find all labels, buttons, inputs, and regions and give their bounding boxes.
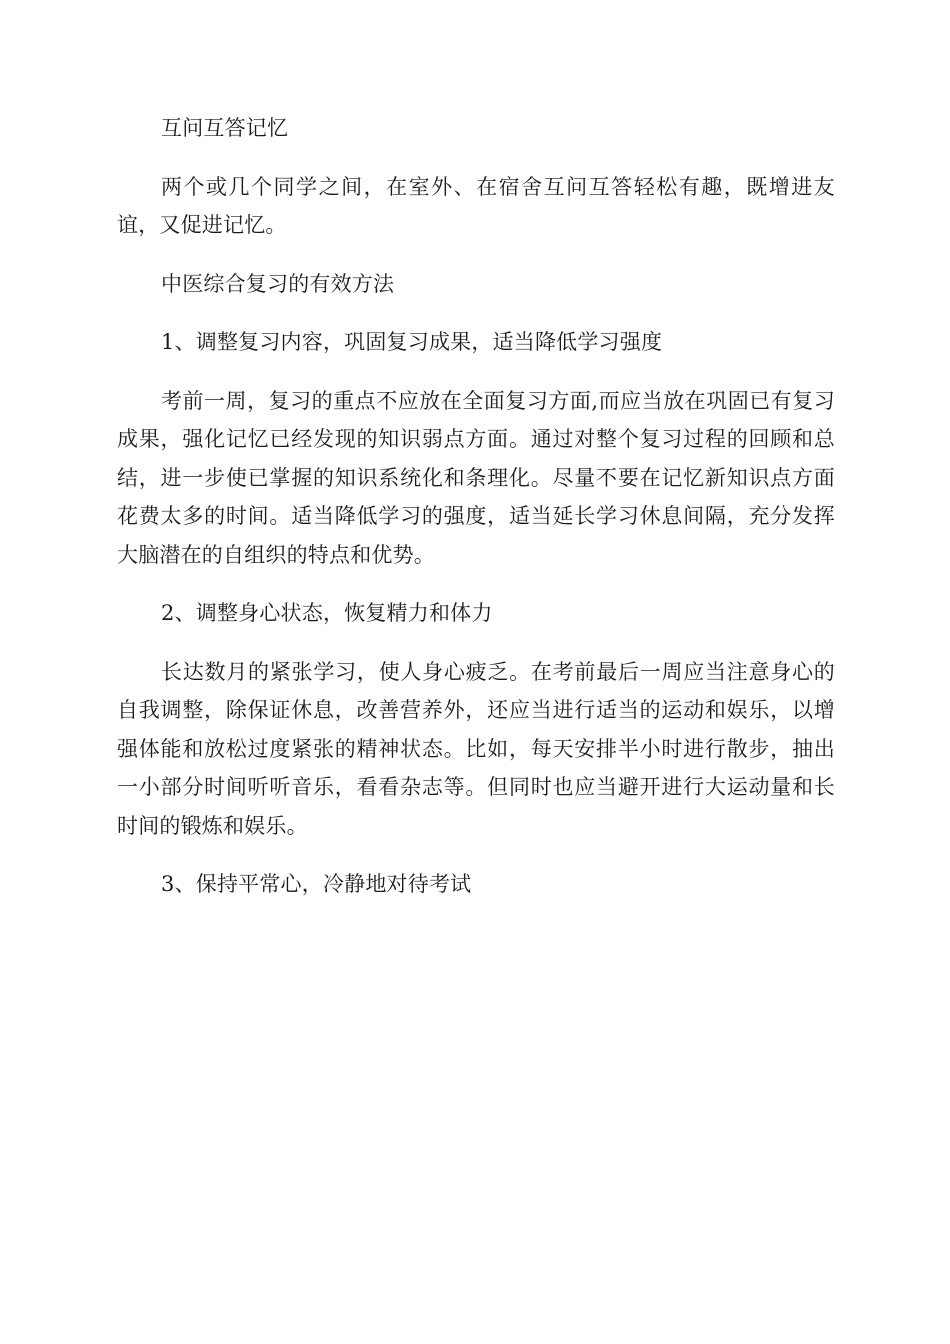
- document-body: [117, 109, 835, 924]
- subheading-adjust-content: 1、调整复习内容，巩固复习成果，适当降低学习强度: [161, 330, 663, 354]
- section-heading-mutual-qa: 互问互答记忆: [161, 116, 289, 140]
- paragraph-adjust-state: 长达数月的紧张学习，使人身心疲乏。在考前最后一周应当注意身心的自我调整，除保证休息，改善营养外，还应当进行适当的运动和娱乐，以增强体能和放松过度紧张的精神状态。比如，每天安排半小时进行散步，抽出一小部分时间听听音乐，看看杂志等。但同时也应当避开进行大运动量和长时间的锻炼和娱乐。: [117, 659, 835, 838]
- subheading-stay-calm: 3、保持平常心，冷静地对待考试: [161, 872, 472, 896]
- section-heading-review-methods: 中医综合复习的有效方法: [161, 271, 395, 296]
- subheading-adjust-state: 2、调整身心状态，恢复精力和体力: [161, 601, 493, 625]
- paragraph-adjust-content: 考前一周，复习的重点不应放在全面复习方面,而应当放在巩固已有复习成果，强化记忆已经发现的知识弱点方面。通过对整个复习过程的回顾和总结，进一步使已掌握的知识系统化和条理化。尽量不要在记忆新知识点方面花费太多的时间。适当降低学习的强度，适当延长学习休息间隔，充分发挥大脑潜在的自组织的特点和优势。: [117, 388, 835, 567]
- paragraph-mutual-qa: 两个或几个同学之间，在室外、在宿舍互问互答轻松有趣，既增进友谊，又促进记忆。: [117, 174, 835, 237]
